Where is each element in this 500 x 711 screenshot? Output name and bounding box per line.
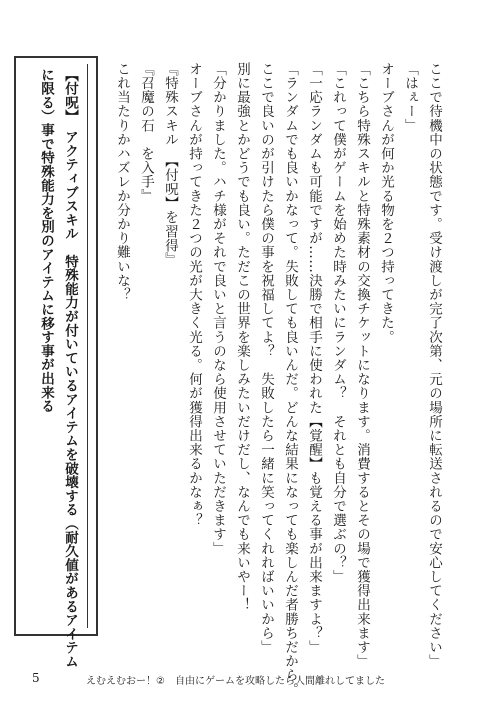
- body-line-12: 『特殊スキル 【付呪】を習得』: [162, 62, 178, 267]
- body-line-8: ここで良いのが引けたら僕の事を祝福してよ？ 失敗したら一緒に笑ってくれればいいから」: [258, 62, 274, 655]
- body-line-2: 「はぇー」: [402, 62, 418, 133]
- body-line-7: 「ランダムでも良いかなって。失敗しても良いんだ。どんな結果になっても楽しんだ者勝ちだから。: [282, 62, 298, 697]
- body-line-10: 「分かりました。ハチ様がそれで良いと言うのなら使用させていただきます」: [210, 62, 226, 556]
- skill-description-box: [14, 56, 98, 669]
- body-line-5: 「これって僕がゲームを始めた時みたいにランダム？ それとも自分で選ぶの？」: [330, 62, 346, 584]
- body-line-13: 『召魔の石 を入手』: [138, 62, 154, 203]
- body-line-6: 「一応ランダムも可能ですが……決勝で相手に使われた【覚醒】も覚える事が出来ますよ？」: [306, 62, 322, 655]
- book-title: えむえむおー！② 自由にゲームを攻略したら人間離れしてました: [86, 676, 385, 687]
- body-line-1: ここで待機中の状態です。受け渡しが完了次第、元の場所に転送されるので安心してください」: [426, 62, 442, 669]
- body-line-9: 別に最強とかどうでも良い。ただこの世界を楽しみたいだけだし、なんでも来いやー！: [234, 62, 250, 612]
- body-line-14: これ当たりかハズレか分かり難いな？: [114, 62, 130, 302]
- skill-box-line-1: 【付呪】 アクティブスキル 特殊能力が付いているアイテムを破壊する（耐久値があるアイテム: [62, 68, 78, 669]
- body-line-3: オーブさんが何か光る物を２つ持ってきた。: [378, 62, 394, 344]
- box-divider: [87, 64, 88, 628]
- body-line-11: オーブさんが持ってきた２つの光が大きく光る。何が獲得出来るかなぁ？: [186, 62, 202, 528]
- body-line-4: 「こちら特殊スキルと特殊素材の交換チケットになります。消費するとその場で獲得出来ます」: [354, 62, 370, 669]
- page-number: 5: [32, 671, 40, 685]
- skill-box-line-2: に限る）事で特殊能力を別のアイテムに移す事が出来る: [38, 68, 54, 413]
